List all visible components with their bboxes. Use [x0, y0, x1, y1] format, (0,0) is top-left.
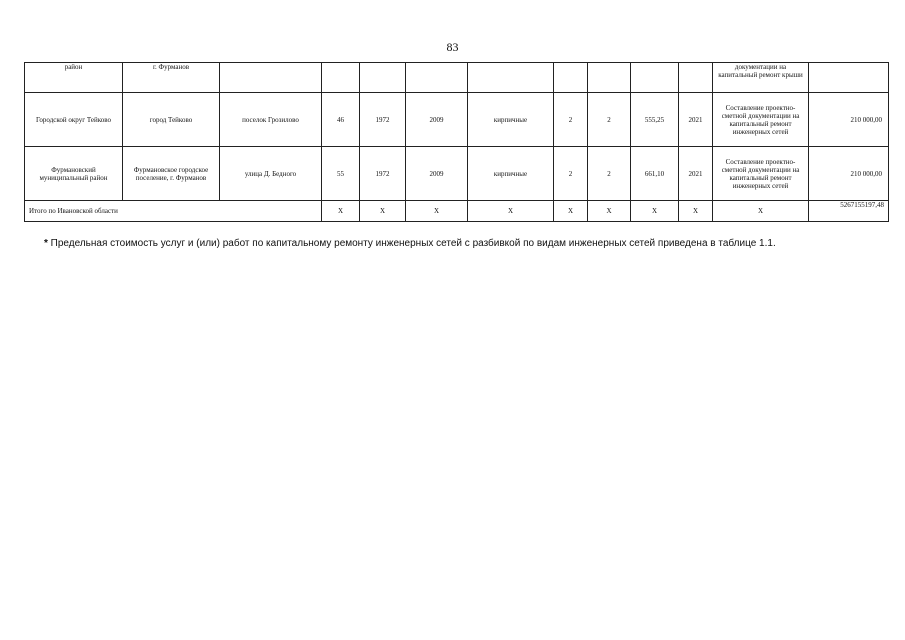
table-cell: 2009 [406, 93, 468, 147]
table-cell: 210 000,00 [809, 147, 889, 201]
total-mark: X [679, 201, 713, 222]
table-cell [468, 63, 554, 93]
table-cell: г. Фурманов [123, 63, 220, 93]
table-row [25, 147, 889, 201]
total-mark: X [588, 201, 631, 222]
table-cell: документации на капитальный ремонт крыши [713, 63, 809, 93]
table-cell: Фурмановское городское поселение, г. Фурманов [123, 147, 220, 201]
table-cell: 2021 [679, 147, 713, 201]
table-cell: 2 [554, 147, 588, 201]
total-mark: X [713, 201, 809, 222]
table-cell [679, 63, 713, 93]
total-label: Итого по Ивановской области [25, 201, 322, 222]
table-cell: кирпичные [468, 147, 554, 201]
table-row [25, 63, 889, 93]
table-cell: 1972 [360, 147, 406, 201]
table-cell: поселок Грозилово [220, 93, 322, 147]
table-cell [809, 63, 889, 93]
page-number: 83 [446, 40, 459, 54]
table-cell [322, 63, 360, 93]
table-cell: город Тейково [123, 93, 220, 147]
footnote [44, 238, 776, 249]
table-cell: 2021 [679, 93, 713, 147]
total-mark: X [406, 201, 468, 222]
total-mark: X [631, 201, 679, 222]
total-row [25, 201, 889, 222]
table-cell: кирпичные [468, 93, 554, 147]
table-cell [360, 63, 406, 93]
table-cell [554, 63, 588, 93]
table-cell: Составление проектно-сметной документации на капитальный ремонт инженерных сетей [713, 147, 809, 201]
table-cell: 55 [322, 147, 360, 201]
table-cell: 2 [588, 93, 631, 147]
total-mark: X [360, 201, 406, 222]
table-cell [220, 63, 322, 93]
table-cell: 2 [588, 147, 631, 201]
total-mark: X [322, 201, 360, 222]
table-cell: улица Д. Бедного [220, 147, 322, 201]
table-cell: 210 000,00 [809, 93, 889, 147]
table-cell: Фурмановский муниципальный район [25, 147, 123, 201]
table-cell [588, 63, 631, 93]
footnote-text: Предельная стоимость услуг и (или) работ по капитальному ремонту инженерных сетей с разбивкой по видам инженерных сетей приведена в таблице 1.1. [47, 238, 776, 249]
table-cell: 2 [554, 93, 588, 147]
table-cell: Составление проектно-сметной документации на капитальный ремонт инженерных сетей [713, 93, 809, 147]
table-cell: Городской округ Тейково [25, 93, 123, 147]
capital-repair-table [24, 62, 889, 222]
table-cell: 2009 [406, 147, 468, 201]
table-row [25, 93, 889, 147]
total-mark: X [554, 201, 588, 222]
table-cell: район [25, 63, 123, 93]
table-cell: 555,25 [631, 93, 679, 147]
table-cell: 1972 [360, 93, 406, 147]
table-cell [406, 63, 468, 93]
table-cell [631, 63, 679, 93]
table-cell: 46 [322, 93, 360, 147]
total-sum: 5267155197,48 [809, 201, 889, 222]
footnote-asterisk: * [44, 238, 48, 249]
total-mark: X [468, 201, 554, 222]
table-cell: 661,10 [631, 147, 679, 201]
